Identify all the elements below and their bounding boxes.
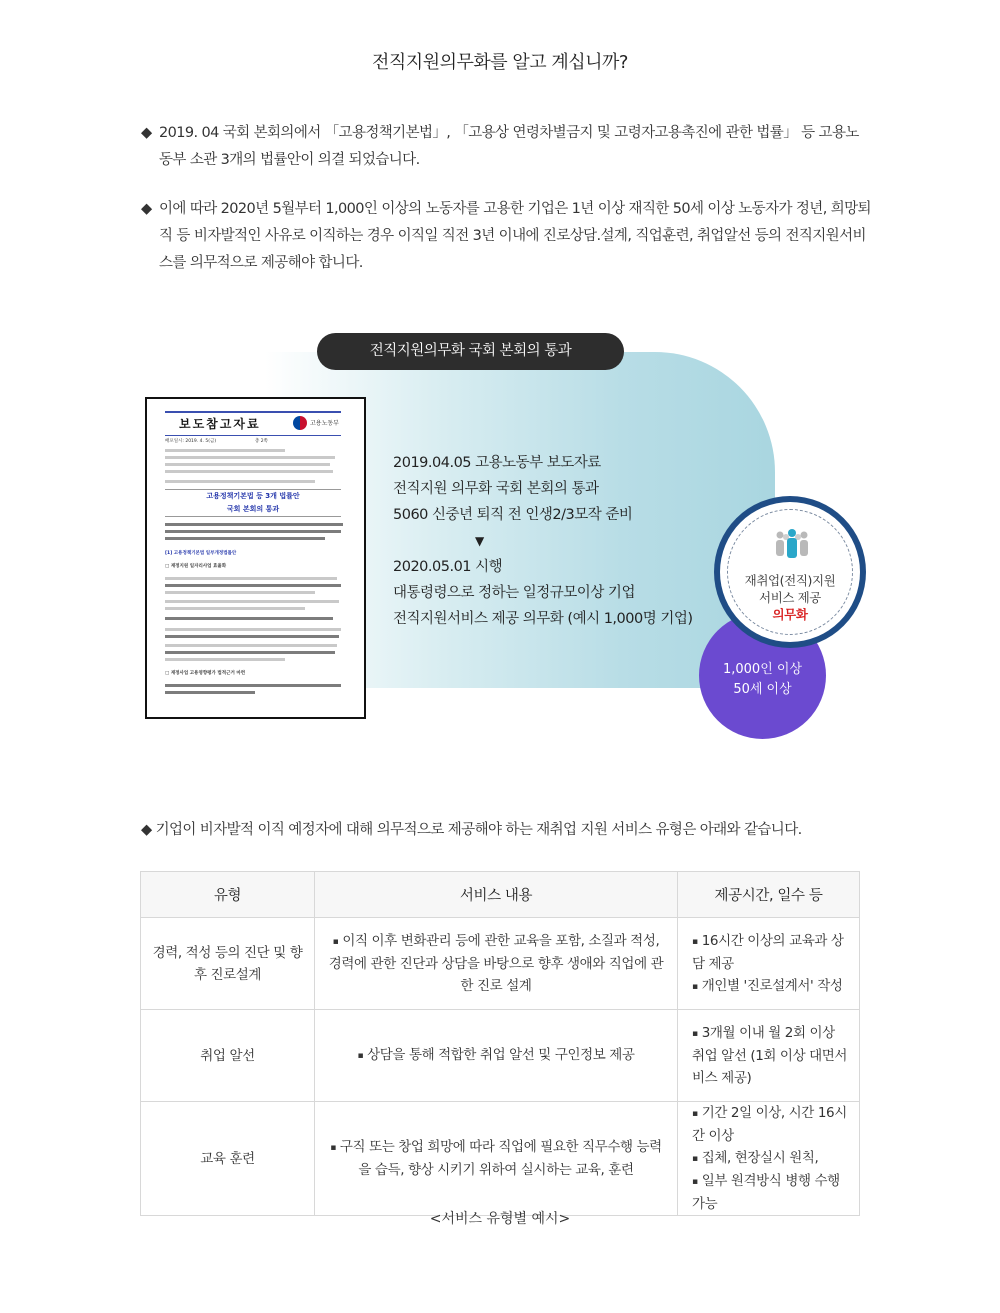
square-bullet-icon: ▪ (357, 1051, 364, 1061)
press-doc-header (165, 411, 341, 436)
time-item-text: 일부 원격방식 병행 수행 가능 (692, 1173, 840, 1212)
press-doc-text-line (165, 537, 325, 540)
timeline-text (393, 450, 733, 632)
obligation-line-1: 재취업(전직)지원 (744, 573, 836, 588)
press-doc-text-line (165, 470, 333, 473)
press-doc-text-line (165, 523, 343, 526)
diamond-bullet-icon: ◆ (141, 201, 152, 217)
people-group-icon (772, 528, 812, 560)
press-doc-text-line (165, 480, 315, 483)
time-item-text: 16시간 이상의 교육과 상담 제공 (692, 932, 844, 972)
table-cell-desc (315, 1102, 678, 1216)
service-types-lead (141, 818, 802, 839)
intro-section (141, 120, 871, 299)
table-cell-desc (315, 1010, 678, 1102)
press-doc-box-title-2: 국회 본회의 통과 (226, 505, 280, 513)
press-doc-text-line (165, 530, 341, 533)
square-bullet-icon: ▪ (692, 1029, 698, 1039)
press-release-thumbnail (145, 397, 366, 719)
down-arrow-icon: ▼ (475, 534, 484, 548)
press-doc-text-line (165, 607, 305, 610)
timeline-line: 대통령령으로 정하는 일정규모이상 기업 (393, 585, 635, 601)
press-doc-box-title (165, 489, 341, 517)
press-doc-text-line (165, 463, 330, 466)
intro-paragraph-2 (141, 196, 871, 277)
table-header-content: 서비스 내용 (315, 872, 678, 918)
square-bullet-icon: ▪ (692, 936, 698, 947)
table-header-type: 유형 (141, 872, 315, 918)
page-title: 전직지원의무화를 알고 계십니까? (372, 52, 628, 73)
press-doc-header-title: 보도참고자료 (179, 417, 261, 431)
square-bullet-icon: ▪ (330, 1143, 336, 1153)
time-item-text: 기간 2일 이상, 시간 16시간 이상 (692, 1105, 847, 1144)
table-cell-type: 교육 훈련 (141, 1102, 315, 1216)
press-doc-pages: 총 2쪽 (255, 439, 268, 444)
obligation-circle (714, 496, 866, 648)
press-doc-text-line (165, 635, 339, 638)
infographic-banner: 전직지원의무화 국회 본회의 통과 (317, 333, 624, 370)
time-item (692, 1022, 849, 1089)
press-doc-text-line (165, 584, 341, 587)
press-doc-date: 배포일시: 2019. 4. 5(금) (165, 439, 217, 444)
time-item (692, 1102, 849, 1147)
obligation-text (720, 572, 860, 623)
time-item (692, 975, 849, 998)
time-item-text: 개인별 '진로설계서' 작성 (701, 977, 843, 994)
table-cell-time (678, 1010, 860, 1102)
table-header-row (141, 872, 860, 918)
timeline-line: 5060 신중년 퇴직 전 인생2/3모작 준비 (393, 507, 633, 523)
press-doc-section-2: □ 재정지원 일자리사업 효율화 (165, 564, 227, 569)
table-cell-type: 경력, 적성 등의 진단 및 향후 진로설계 (141, 918, 315, 1010)
press-doc-text-line (165, 617, 333, 620)
intro-paragraph-1 (141, 120, 871, 174)
press-doc-text-line (165, 651, 335, 654)
time-item (692, 930, 849, 975)
press-doc-text-line (165, 691, 255, 694)
target-criteria-line-1: 1,000인 이상 (722, 662, 803, 677)
press-doc-text-line (165, 658, 285, 661)
table-row (141, 918, 860, 1010)
table-caption: <서비스 유형별 예시> (429, 1211, 571, 1227)
government-seal-icon (293, 416, 307, 430)
target-criteria-line-2: 50세 이상 (733, 682, 792, 697)
press-doc-text-line (165, 628, 341, 631)
table-row (141, 1102, 860, 1216)
press-doc-ministry: 고용노동부 (310, 420, 339, 427)
intro-text-2: 이에 따라 2020년 5월부터 1,000인 이상의 노동자를 고용한 기업은 1년 이상 재직한 50세 이상 노동자가 정년, 희망퇴직 등 비자발적인 사유로 이직하는 경우 이직일 직전 3년 이내에 진로상담.설계, 직업훈련, 취업알선 등의 전직지원서비스를 의무적으로 제공해야 합니다. (159, 201, 871, 271)
table-header-time: 제공시간, 일수 등 (678, 872, 860, 918)
press-doc-text-line (165, 591, 315, 594)
timeline-line: 전직지원서비스 제공 의무화 (예시 1,000명 기업) (393, 611, 693, 627)
press-doc-text-line (165, 644, 337, 647)
timeline-line: 2020.05.01 시행 (393, 559, 503, 575)
obligation-circle-inner (720, 502, 860, 642)
table-cell-desc-text: 이직 이후 변화관리 등에 관한 교육을 포함, 소질과 적성, 경력에 관한 진단과 상담을 바탕으로 향후 생애와 직업에 관한 진로 설계 (328, 933, 664, 994)
table-cell-type: 취업 알선 (141, 1010, 315, 1102)
time-item (692, 1147, 849, 1170)
diamond-bullet-icon: ◆ (141, 822, 152, 838)
square-bullet-icon: ▪ (692, 981, 698, 992)
table-row (141, 1010, 860, 1102)
table-cell-desc (315, 918, 678, 1010)
press-doc-text-line (165, 449, 285, 452)
service-types-table (140, 871, 860, 1216)
table-cell-desc-text: 상담을 통해 적합한 취업 알선 및 구인정보 제공 (367, 1047, 635, 1063)
press-doc-section-3: □ 재정사업 고용영향평가 법적근거 마련 (165, 671, 246, 676)
press-doc-text-line (165, 600, 339, 603)
square-bullet-icon: ▪ (692, 1154, 698, 1164)
press-doc-text-line (165, 684, 341, 687)
press-doc-box-title-1: 고용정책기본법 등 3개 법률안 (206, 492, 300, 500)
obligation-line-2: 서비스 제공 (759, 590, 821, 605)
table-cell-desc-text: 구직 또는 창업 희망에 따라 직업에 필요한 직무수행 능력을 습득, 향상 시키기 위하여 실시하는 교육, 훈련 (339, 1139, 662, 1178)
time-item-text: 집체, 현장실시 원칙, (701, 1150, 819, 1166)
square-bullet-icon: ▪ (332, 937, 339, 947)
table-cell-time (678, 1102, 860, 1216)
press-doc-text-line (165, 577, 337, 580)
diamond-bullet-icon: ◆ (141, 125, 152, 141)
press-doc-section-1: [1] 고용정책기본법 일부개정법률안 (165, 551, 237, 556)
timeline-line: 2019.04.05 고용노동부 보도자료 (393, 455, 601, 471)
table-cell-time (678, 918, 860, 1010)
obligation-line-3: 의무화 (772, 607, 808, 622)
timeline-line: 전직지원 의무화 국회 본회의 통과 (393, 481, 599, 497)
time-item-text: 3개월 이내 월 2회 이상 취업 알선 (1회 이상 대면서비스 제공) (692, 1025, 848, 1086)
press-doc-text-line (165, 456, 335, 459)
square-bullet-icon: ▪ (692, 1177, 698, 1187)
intro-text-1: 2019. 04 국회 본회의에서 「고용정책기본법」, 「고용상 연령차별금지 및 고령자고용촉진에 관한 법률」 등 고용노동부 소관 3개의 법률안이 의결 되었습니다. (159, 125, 859, 168)
service-types-lead-text: 기업이 비자발적 이직 예정자에 대해 의무적으로 제공해야 하는 재취업 지원 서비스 유형은 아래와 같습니다. (155, 822, 802, 838)
square-bullet-icon: ▪ (692, 1109, 698, 1119)
